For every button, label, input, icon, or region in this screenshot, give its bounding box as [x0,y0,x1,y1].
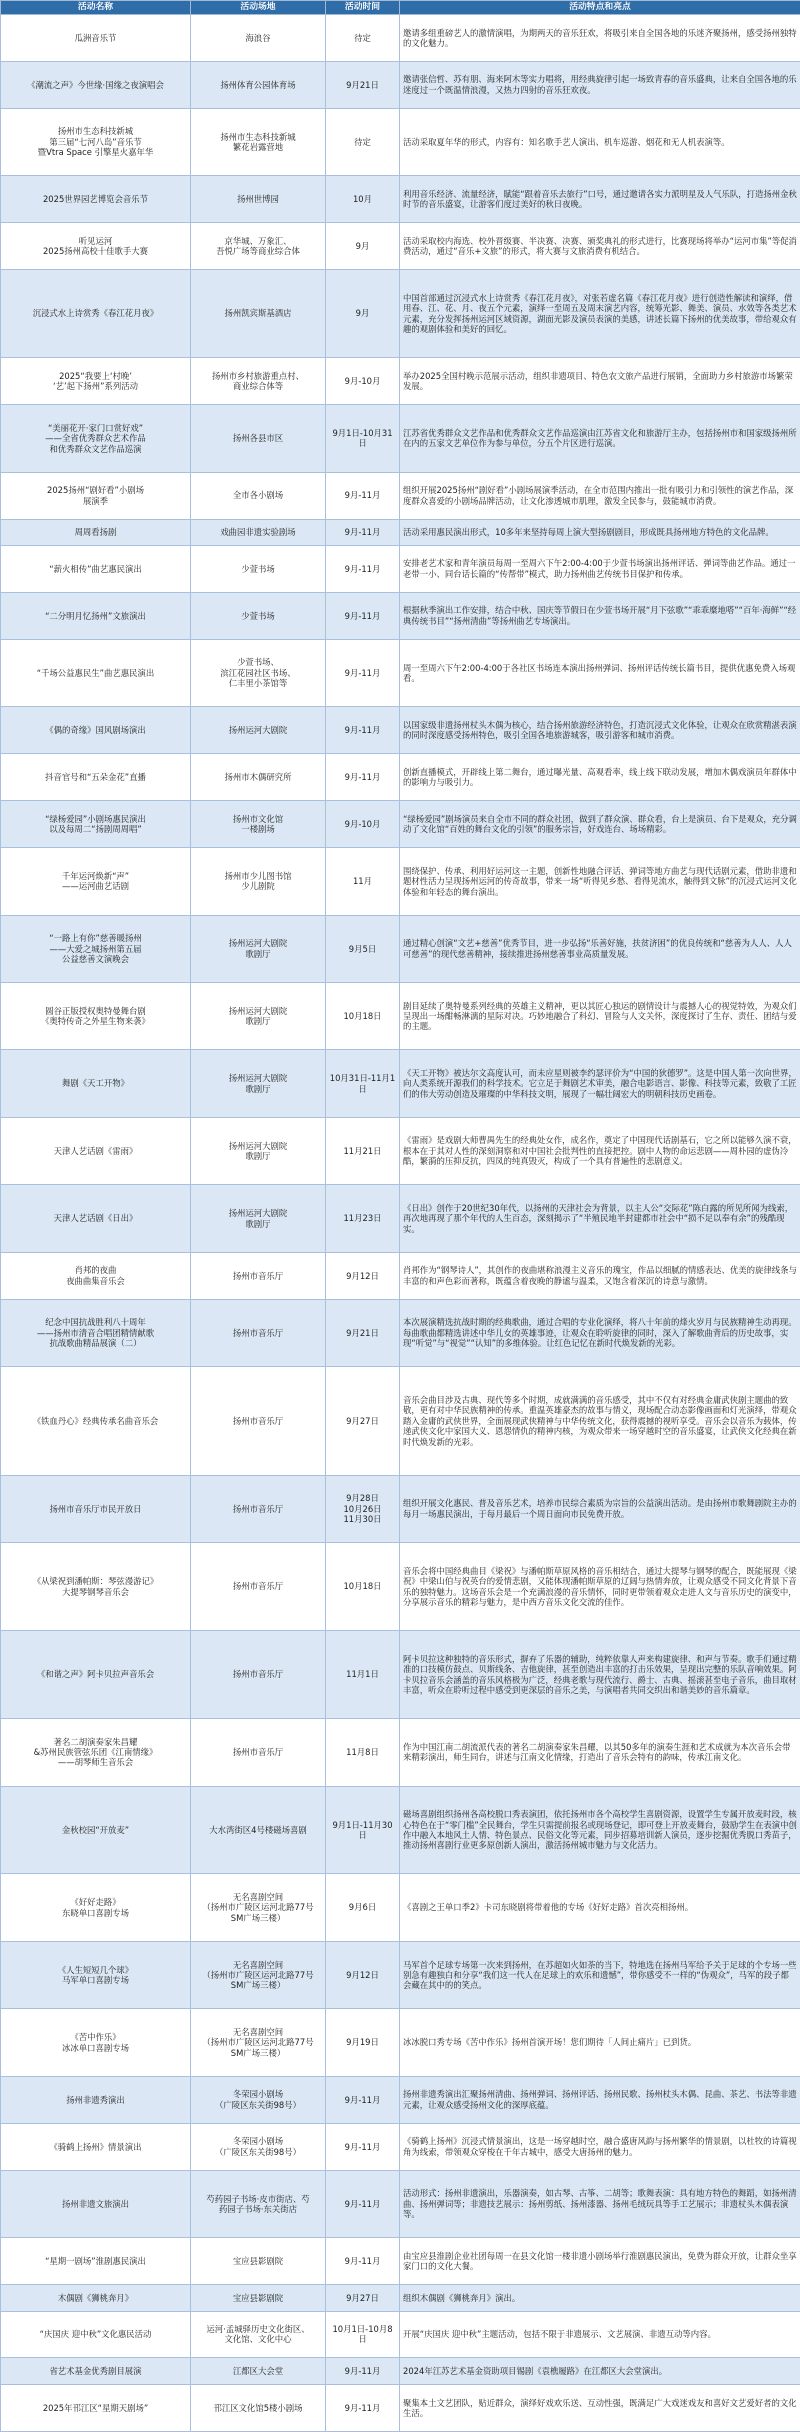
event-time-cell: 9月27日 [326,2285,400,2311]
table-row [1,1299,800,1366]
event-name-cell: “二分明月忆扬州”文旅演出 [1,592,191,639]
event-time-cell: 9月28日 10月26日 11月30日 [326,1475,400,1542]
event-description-cell: 《骑鹤上扬州》沉浸式情景演出，这是一场穿越时空，融合盛唐风韵与扬州繁华的情景剧，以杜牧的诗篇视角为线索，带领观众穿梭在千年古城中，感受大唐扬州的魅力。 [400,2123,800,2170]
event-name-cell: 金秋校园“开放麦” [1,1786,191,1874]
event-time-cell: 9月19日 [326,2009,400,2076]
event-name-cell: “绿杨爱园”小剧场惠民演出 以及每周二“扬剧周周唱” [1,801,191,848]
table-row [1,1941,800,2008]
table-row [1,848,800,915]
table-row [1,1185,800,1252]
event-venue-cell: 扬州市音乐厅 [191,1631,326,1719]
event-venue-cell: 无名喜剧空间 （扬州市广陵区运河北路77号 SM广场三楼） [191,1941,326,2008]
event-venue-cell: 少萱书场 [191,592,326,639]
event-name-cell: “美丽花开·家门口赏好戏” ——全省优秀群众艺术作品 和优秀群众文艺作品巡演 [1,405,191,472]
table-row [1,358,800,405]
event-time-cell: 9月-11月 [326,2238,400,2285]
event-time-cell: 9月1日-10月31日 [326,405,400,472]
event-name-cell: 周周看扬剧 [1,519,191,545]
event-time-cell: 9月1日-11月30日 [326,1786,400,1874]
event-time-cell: 9月-11月 [326,2358,400,2384]
event-time-cell: 10月31日-11月1日 [326,1050,400,1117]
table-row [1,2076,800,2123]
event-description-cell: 活动采取夏年华的形式，内容有：知名歌手艺人演出、机车巡游、烟花和无人机表演等。 [400,108,800,175]
event-name-cell: 2025世界园艺博览会音乐节 [1,176,191,223]
event-description-cell: 创新直播模式，开辟线上第二舞台，通过曝光量、高观看率，线上线下联动发展，增加木偶戏演员年群体中的影响力与吸引力。 [400,754,800,801]
event-time-cell: 9月-11月 [326,472,400,519]
event-name-cell: 《好好走路》 东晓单口喜剧专场 [1,1874,191,1941]
event-venue-cell: 扬州市音乐厅 [191,1367,326,1475]
event-name-cell: 省艺术基金优秀剧目展演 [1,2358,191,2384]
event-venue-cell: 扬州运河大剧院 歌剧厅 [191,1117,326,1184]
event-description-cell: 江苏省优秀群众文艺作品和优秀群众文艺作品巡演由江苏省文化和旅游厅主办，包括扬州市和国家级扬州所在内的五家文艺单位作为参与单位，分五个片区进行巡演。 [400,405,800,472]
event-time-cell: 9月-10月 [326,801,400,848]
event-description-cell: 剧目延续了奥特曼系列经典的英雄主义精神，更以其匠心独运的剧情设计与震撼人心的视觉特效，为观众们呈现出一场酣畅淋漓的星际对决。巧妙地融合了科幻、冒险与人文关怀，深度探讨了生存、责任、团结与爱的主题。 [400,982,800,1049]
table-row [1,592,800,639]
event-description-cell: 活动采用惠民演出形式，10多年来坚持每周上演大型扬剧剧目，形成既具扬州地方特色的文化品牌。 [400,519,800,545]
event-venue-cell: 少萱书场 [191,545,326,592]
event-venue-cell: 扬州世博园 [191,176,326,223]
event-name-cell: 2025扬州“剧好看”小剧场 展演季 [1,472,191,519]
event-name-cell: 《人生短短几个球》 马军单口喜剧专场 [1,1941,191,2008]
event-venue-cell: 邗江区文化馆5楼小剧场 [191,2384,326,2431]
table-row [1,754,800,801]
event-venue-cell: 扬州市文化馆 一楼剧场 [191,801,326,848]
event-description-cell: 组织开展文化惠民、普及音乐艺术，培养市民综合素质为宗旨的公益演出活动。是由扬州市歌舞剧院主办的每月一场惠民演出，于每月最后一个周日面向市民免费开放。 [400,1475,800,1542]
event-description-cell: 肖邦作为“钢琴诗人”，其创作的夜曲堪称浪漫主义音乐的瑰宝，作品以细腻的情感表达、优美的旋律线条与丰富的和声色彩而著称，既蕴含着夜晚的静谧与温柔，又饱含着深沉的诗意与激情。 [400,1252,800,1299]
event-venue-cell: 扬州运河大剧院 [191,707,326,754]
event-name-cell: 圆谷正版授权奥特曼舞台剧 《奥特传奇之外星生物来袭》 [1,982,191,1049]
table-row [1,519,800,545]
event-name-cell: “千场公益惠民生”曲艺惠民演出 [1,639,191,706]
event-description-cell: 音乐会曲目涉及古典、现代等多个时期，成就满满的音乐感受，其中不仅有对经典金庸武侠剧主题曲的致敬，更有对中华民族精神的传承。重温英雄豪杰的故事与情义，现场配合动态影像画面和灯光演绎，带观众踏入金庸的武侠世界，全面展现武侠精神与中华传统文化，获得震撼的视听享受。音乐会以音乐为载体，传递武侠文化中家国大义、恩怨情仇的精神内核，为观众带来一场穿越时空的音乐盛宴，让武侠文化经典在新时代焕发新的光彩。 [400,1367,800,1475]
event-venue-cell: 冬荣园小剧场 （广陵区东关街98号） [191,2076,326,2123]
event-time-cell: 11月23日 [326,1185,400,1252]
event-name-cell: 《从梁祝到潘帕斯：琴弦漫游记》 大提琴钢琴音乐会 [1,1543,191,1631]
event-time-cell: 9月6日 [326,1874,400,1941]
event-name-cell: 木偶剧《狮桃奔月》 [1,2285,191,2311]
event-venue-cell: 扬州凯宾斯基酒店 [191,270,326,358]
table-row [1,1719,800,1786]
event-venue-cell: 扬州各县市区 [191,405,326,472]
event-time-cell: 9月21日 [326,1299,400,1366]
event-description-cell: 开展“庆国庆 迎中秋”主题活动，包括不限于非遗展示、文艺展演、非遗互动等内容。 [400,2311,800,2358]
event-description-cell: 《喜剧之王单口季2》卡司东晓剧将带着他的专场《好好走路》首次亮相扬州。 [400,1874,800,1941]
event-description-cell: 组织木偶剧《狮桃奔月》演出。 [400,2285,800,2311]
event-description-cell: 围绕保护、传承、利用好运河这一主题，创新性地融合评话、弹词等地方曲艺与现代话剧元素，借助非遗和题材性活力呈现扬州运河的传奇故事，带来一场“听得见乡愁、看得见流水，触得到文脉”的沉浸式运河文化体验和年轻态的舞台演出。 [400,848,800,915]
table-row [1,801,800,848]
table-row [1,1475,800,1542]
event-venue-cell: 戏曲园非遗实验剧场 [191,519,326,545]
event-description-cell: 周一至周六下午2:00-4:00于各社区书场连本演出扬州弹词、扬州评话传统长篇书目，提供优惠免费入场观看。 [400,639,800,706]
event-time-cell: 9月12日 [326,1941,400,2008]
event-name-cell: 瓜洲音乐节 [1,15,191,62]
event-time-cell: 10月1日-10月8日 [326,2311,400,2358]
event-venue-cell: 冬荣园小剧场 （广陵区东关街98号） [191,2123,326,2170]
table-row [1,1367,800,1475]
event-description-cell: “绿杨爱园”剧场演员来自全市不同的群众社团，做到了群众演、群众看，台上是演员、台下是观众，充分调动了文化馆“百姓的舞台文化的引领”的服务宗旨，好戏连台、场场精彩。 [400,801,800,848]
event-description-cell: 扬州非遗秀演出汇聚扬州清曲、扬州弹词、扬州评话、扬州民歌、扬州杖头木偶、昆曲、茶艺、书法等非遗元素，让观众感受扬州文化的深厚底蕴。 [400,2076,800,2123]
event-name-cell: 扬州市生态科技新城 第三届“七河八岛”音乐节 暨Vtra Space 引擎星火嘉年华 [1,108,191,175]
event-description-cell: 磁场喜剧组织扬州各高校脱口秀表演团，依托扬州市各个高校学生喜剧资源，设置学生专属开放麦时段，核心特色在于“零门槛”全民舞台，学生只需提前报名或现场登记，即可登上开放麦舞台，鼓励学生在表演中创作中融入本地风土人情、特色景点、民俗文化等元素，同步招募培训新人演员，逐步挖掘优秀脱口秀苗子，推动扬州喜剧行业更多原创新人演出，激活扬州城市魅力与文化活力。 [400,1786,800,1874]
event-venue-cell: 扬州运河大剧院 歌剧厅 [191,1050,326,1117]
event-venue-cell: 运河·孟城驿历史文化街区、 文化馆、文化中心 [191,2311,326,2358]
event-name-cell: 天津人艺话剧《雷雨》 [1,1117,191,1184]
event-name-cell: 听见运河 2025扬州高校十佳歌手大赛 [1,223,191,270]
table-row [1,2170,800,2237]
event-name-cell: “一路上有你”慈善暖扬州 ——大爱之城扬州第五届 公益慈善文演晚会 [1,915,191,982]
table-row [1,176,800,223]
table-body [1,15,800,2432]
event-time-cell: 9月27日 [326,1367,400,1475]
table-row [1,2238,800,2285]
event-venue-cell: 扬州市乡村旅游重点村、 商业综合体等 [191,358,326,405]
event-name-cell: 抖音官号和“五朵金花”直播 [1,754,191,801]
table-row [1,2009,800,2076]
event-time-cell: 9月5日 [326,915,400,982]
table-row [1,982,800,1049]
table-row [1,915,800,982]
event-description-cell: 中国首部通过沉浸式水上诗赏秀《春江花月夜》，对张若虚名篇《春江花月夜》进行创造性解读和演绎，借用春、江、花、月、夜五个元素，演绎一至周五及周末演艺内容，统筹光影、舞美、演员、水效等各类艺术元素，充分发挥扬州运河区域资源，湖面光影及演员表演的美感，讲述长篇下扬州的优美故事，带给观众有趣的观剧体验和美好的回忆。 [400,270,800,358]
event-time-cell: 11月8日 [326,1719,400,1786]
event-description-cell: 由宝应县淮剧企业社团每周一在县文化馆一楼非遗小剧场举行淮剧惠民演出，免费为群众开放，让群众坐享家门口的文化大餐。 [400,2238,800,2285]
event-venue-cell: 扬州运河大剧院 歌剧厅 [191,1185,326,1252]
event-name-cell: 舞剧《天工开物》 [1,1050,191,1117]
event-description-cell: 活动采取校内海选、校外晋级赛、半决赛、决赛、颁奖典礼的形式进行，比赛现场将举办“运河市集”等促消费活动，通过“音乐+文旅”的形式，将大赛与文旅消费有机结合。 [400,223,800,270]
table-row [1,223,800,270]
event-venue-cell: 芍药园子书场·皮市街店、芍 药园子书场·东关街店 [191,2170,326,2237]
table-row [1,1543,800,1631]
event-description-cell: 聚集本土文艺团队，贴近群众，演绎好戏欢乐送、互动性强，既满足广大戏迷戏友和喜好文艺爱好者的文化生活。 [400,2384,800,2431]
event-venue-cell: 扬州运河大剧院 歌剧厅 [191,982,326,1049]
table-row [1,639,800,706]
table-row [1,15,800,62]
table-row [1,2358,800,2384]
table-row [1,2123,800,2170]
event-venue-cell: 海浪谷 [191,15,326,62]
event-time-cell: 待定 [326,108,400,175]
table-row [1,2311,800,2358]
event-venue-cell: 宝应县影剧院 [191,2285,326,2311]
event-time-cell: 9月-11月 [326,2170,400,2237]
event-description-cell: 冰冰脱口秀专场《苦中作乐》扬州首演开场！您们期待「人间止痛片」已到货。 [400,2009,800,2076]
event-name-cell: 《苦中作乐》 冰冰单口喜剧专场 [1,2009,191,2076]
event-name-cell: 天津人艺话剧《日出》 [1,1185,191,1252]
event-name-cell: 《骑鹤上扬州》情景演出 [1,2123,191,2170]
event-name-cell: 扬州市音乐厅市民开放日 [1,1475,191,1542]
event-venue-cell: 少萱书场、 滨江花园社区书场、 仁丰里小茶馆等 [191,639,326,706]
table-row [1,1252,800,1299]
event-time-cell: 9月-11月 [326,2123,400,2170]
event-description-cell: 举办2025全国村晚示范展示活动，组织非遗项目、特色农文旅产品进行展销，全面助力乡村旅游市场繁荣发展。 [400,358,800,405]
event-name-cell: “星期一剧场”淮剧惠民演出 [1,2238,191,2285]
table-row [1,1117,800,1184]
event-description-cell: 音乐会将中国经典曲目《梁祝》与潘帕斯草原风格的音乐相结合，通过大提琴与钢琴的配合，既能展现《梁祝》中梁山伯与祝英台的爱情悲剧，又能体现潘帕斯草原的辽阔与热情奔放，让观众感受不同文化背景下音乐的独特魅力。这场音乐会是一个充满浪漫的音乐情怀，同时更带领着观众走进人文与音乐历史的演变中，分享展示音乐的精彩与魅力，是中西方音乐文化交流的佳作。 [400,1543,800,1631]
event-name-cell: 纪念中国抗战胜利八十周年 ——扬州市清音合唱团精情献歌 抗战歌曲精品展演（二） [1,1299,191,1366]
table-row [1,545,800,592]
event-venue-cell: 江都区大会堂 [191,2358,326,2384]
event-name-cell: 《和谐之声》阿卡贝拉声音乐会 [1,1631,191,1719]
event-venue-cell: 扬州市音乐厅 [191,1719,326,1786]
event-venue-cell: 无名喜剧空间 （扬州市广陵区运河北路77号 SM广场三楼） [191,2009,326,2076]
table-row [1,2285,800,2311]
table-row [1,405,800,472]
event-description-cell: 通过精心创演“文艺+慈善”优秀节目，进一步弘扬“乐善好施，扶贫济困”的优良传统和“慈善为人人、人人可慈善”的现代慈善精神，接续推进扬州慈善事业高质量发展。 [400,915,800,982]
event-description-cell: 本次展演精选抗战时期的经典歌曲，通过合唱的专业化演绎，将八十年前的烽火岁月与民族精神生动再现。每曲歌曲都精选讲述中华儿女的英雄事迹，让观众在聆听旋律的同时，深入了解歌曲背后的历史故事，实现“听觉”与“视觉”“认知”的多维体验。让红色记忆在新时代焕发新的光彩。 [400,1299,800,1366]
event-name-cell: 肖邦的夜曲 夜曲曲集音乐会 [1,1252,191,1299]
event-description-cell: 《雷雨》是戏剧大师曹禺先生的经典处女作，成名作，奠定了中国现代话剧基石，它之所以能够久演不衰，根本在于其对人性的深刻洞察和对中国社会批判性的直接把控。剧中人物的命运悲剧——周朴园的虚伪冷酷，繁漪的压抑反抗，四凤的纯真毁灭，构成了一个具有普遍性的悲剧意义。 [400,1117,800,1184]
event-time-cell: 9月-11月 [326,639,400,706]
event-time-cell: 9月-10月 [326,358,400,405]
event-time-cell: 9月-11月 [326,2384,400,2431]
event-time-cell: 10月18日 [326,1543,400,1631]
event-time-cell: 9月-11月 [326,754,400,801]
event-time-cell: 11月21日 [326,1117,400,1184]
event-time-cell: 9月-11月 [326,545,400,592]
header-description: 活动特点和亮点 [400,1,800,15]
event-time-cell: 9月-11月 [326,2076,400,2123]
table-row [1,61,800,108]
header-name: 活动名称 [1,1,191,15]
event-venue-cell: 宝应县影剧院 [191,2238,326,2285]
event-description-cell: 马军首个足球专场第一次来到扬州，在苏超如火如荼的当下，特地选在扬州马军给予关于足球的个专场一些别急有趣独白和分享“我们这一代人在足球上的欢乐和遗憾”，带你感受不一样的“伪观众”，马军的段子都会藏在其中的的笑点。 [400,1941,800,2008]
event-description-cell: 阿卡贝拉这种独特的音乐形式，摒弃了乐器的辅助，纯粹依靠人声来构建旋律、和声与节奏。歌手们通过精准的口技模仿鼓点、贝斯线条、吉他旋律，甚至创造出丰富的打击乐效果，呈现出完整的乐队音响效果。阿卡贝拉音乐会涵盖的音乐风格极为广泛，经典老歌与现代流行、爵士、古典、摇滚甚至电子音乐，曲目取材丰富，听众在聆听过程中感受到更深层的音乐之美，与演唱者共同交织出和谐美妙的音乐篇章。 [400,1631,800,1719]
event-description-cell: 以国家级非遗扬州杖头木偶为核心，结合扬州旅游经济特色，打造沉浸式文化体验，让观众在欣赏精湛表演的同时深度感受扬州特色，吸引全国各地旅游城客，吸引游客和城市消费。 [400,707,800,754]
event-name-cell: 扬州非遗文旅演出 [1,2170,191,2237]
header-time: 活动时间 [326,1,400,15]
event-venue-cell: 扬州运河大剧院 歌剧厅 [191,915,326,982]
event-venue-cell: 扬州市音乐厅 [191,1475,326,1542]
event-time-cell: 9月21日 [326,61,400,108]
event-time-cell: 10月18日 [326,982,400,1049]
event-name-cell: 著名二胡演奏家朱昌耀 &苏州民族管弦乐团《江南情缘》 ——胡琴师生音乐会 [1,1719,191,1786]
event-venue-cell: 扬州市音乐厅 [191,1299,326,1366]
event-time-cell: 9月 [326,270,400,358]
event-venue-cell: 扬州市生态科技新城 繁花岩露营地 [191,108,326,175]
event-time-cell: 9月-11月 [326,519,400,545]
event-description-cell: 2024年江苏艺术基金资助项目锡剧《袁樵履路》在江都区大会堂演出。 [400,2358,800,2384]
table-row [1,1786,800,1874]
table-row [1,108,800,175]
event-time-cell: 待定 [326,15,400,62]
event-description-cell: 《日出》创作于20世纪30年代，以扬州的天津社会为背景，以主人公“交际花”陈白露的所见所闻为线索，再次地再现了那个年代的人生百态，深刻揭示了“半殖民地半封建都市社会中“损不足以奉有余”的残酷现实。 [400,1185,800,1252]
event-name-cell: 沉浸式水上诗赏秀《春江花月夜》 [1,270,191,358]
event-name-cell: 扬州非遗秀演出 [1,2076,191,2123]
event-description-cell: 作为中国江南二胡流派代表的著名二胡演奏家朱昌耀，以其50多年的演奏生涯和艺术成就为本次音乐会带来精彩演出，师生同台，讲述与江南文化情缘，打造出了音乐会特有的韵味，传承江南文化。 [400,1719,800,1786]
event-venue-cell: 扬州市音乐厅 [191,1543,326,1631]
table-row [1,1050,800,1117]
event-name-cell: 《潮流之声》今世缘·国缘之夜演唱会 [1,61,191,108]
table-row [1,2384,800,2431]
event-name-cell: 千年运河焕新“声” ——运河曲艺话剧 [1,848,191,915]
table-row [1,270,800,358]
event-name-cell: “庆国庆 迎中秋”文化惠民活动 [1,2311,191,2358]
event-time-cell: 9月12日 [326,1252,400,1299]
event-time-cell: 9月-11月 [326,592,400,639]
event-venue-cell: 扬州市音乐厅 [191,1252,326,1299]
event-description-cell: 《天工开物》被达尔文高度认可，而未应星则被李约瑟评价为“中国的狄德罗”。这是中国人第一次向世界，向人类系统开源我们的科学技术。它立足于舞剧艺术审美，融合电影语言、影像、科技等元素，致敬了工匠们的伟大劳动创造及璀璨的中华科技文明，展现了一幅壮阔宏大的明朝科技历史画卷。 [400,1050,800,1117]
event-venue-cell: 京华城、万象汇、 吾悦广场等商业综合体 [191,223,326,270]
event-time-cell: 9月-11月 [326,707,400,754]
header-venue: 活动场地 [191,1,326,15]
event-description-cell: 安排老艺术家和青年演员每周一至周六下午2:00-4:00于少萱书场演出扬州评话、弹词等曲艺作品。通过一老带一小、同台话长篇的“传帮带”模式，助力扬州曲艺传统书目保护和传承。 [400,545,800,592]
event-venue-cell: 扬州市木偶研究所 [191,754,326,801]
event-venue-cell: 扬州体育公园体育场 [191,61,326,108]
table-header-row [1,1,800,15]
table-row [1,707,800,754]
event-time-cell: 10月 [326,176,400,223]
event-time-cell: 9月 [326,223,400,270]
table-row [1,472,800,519]
event-venue-cell: 大水湾街区4号楼磁场喜剧 [191,1786,326,1874]
event-description-cell: 根据秋季演出工作安排，结合中秋、国庆等节假日在少萱书场开展“月下弦歌”“乖乖糜地嗒”“百年·海鲜”“经典传统书目”“扬州清曲”等扬州曲艺专场演出。 [400,592,800,639]
event-name-cell: 2025“我要上‘村晚’ ‘艺’起下扬州”系列活动 [1,358,191,405]
event-name-cell: 《偶的奇缘》国风剧场演出 [1,707,191,754]
event-venue-cell: 扬州市少儿图书馆 少儿剧院 [191,848,326,915]
event-time-cell: 11月1日 [326,1631,400,1719]
event-venue-cell: 无名喜剧空间 （扬州市广陵区运河北路77号 SM广场三楼） [191,1874,326,1941]
event-description-cell: 邀请多组重磅艺人的激情演唱，为期两天的音乐狂欢，将吸引来自全国各地的乐迷齐聚扬州，感受扬州独特的文化魅力。 [400,15,800,62]
event-name-cell: 《铁血丹心》经典传承名曲音乐会 [1,1367,191,1475]
event-name-cell: 2025年邗江区“星期天剧场” [1,2384,191,2431]
event-name-cell: “薪火相传”曲艺惠民演出 [1,545,191,592]
event-time-cell: 11月 [326,848,400,915]
event-description-cell: 邀请张信哲、苏有朋、海来阿木等实力唱将，用经典旋律引起一场致青春的音乐盛典，让来自全国各地的乐迷度过一个既温情浪漫，又热力四射的音乐狂欢夜。 [400,61,800,108]
event-description-cell: 组织开展2025扬州“剧好看”小剧场展演季活动，在全市范围内推出一批有吸引力和引领性的演艺作品，深度群众喜爱的小剧场品牌活动，让文化渗透城市肌理，激发全民参与，鼓能城市消费。 [400,472,800,519]
event-description-cell: 利用音乐经济、流量经济，賦能“跟着音乐去旅行”口号，通过邀请各实力派明星及人气乐队，打造扬州金秋时节的音乐盛宴，让游客们度过美好的秋日夜晚。 [400,176,800,223]
table-row [1,1631,800,1719]
table-row [1,1874,800,1941]
event-description-cell: 活动形式：扬州非遗演出，乐器演奏，如古琴、古筝、二胡等；歌舞表演：具有地方特色的舞蹈，如扬州清曲、扬州弹词等；非遗技艺展示：扬州剪纸、扬州漆器、扬州毛绒玩具等手工艺展示；非遗杖头木偶表演等。 [400,2170,800,2237]
event-venue-cell: 全市各小剧场 [191,472,326,519]
